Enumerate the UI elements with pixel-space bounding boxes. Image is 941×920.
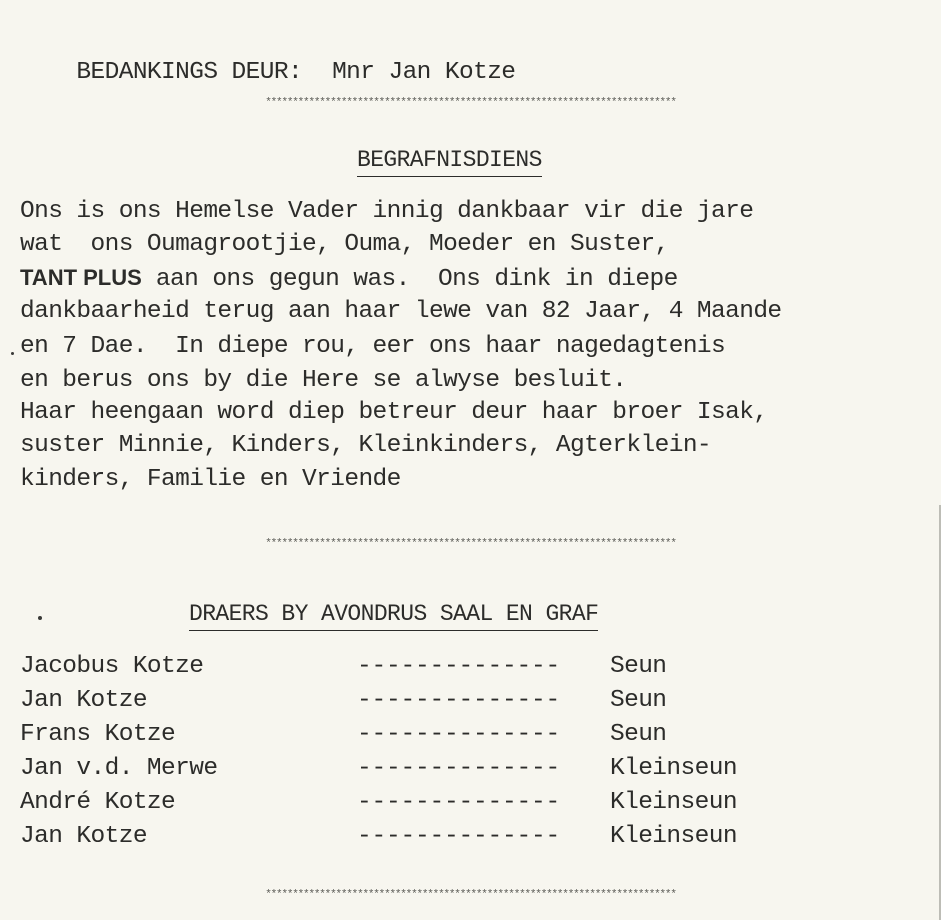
funeral-line-6: en berus ons by die Here se alwyse besluit. <box>20 367 627 394</box>
bearer-dash: -------------- <box>357 789 561 816</box>
bearer-dash: -------------- <box>357 755 561 782</box>
funeral-line-5: en 7 Dae. In diepe rou, eer ons haar nagedagtenis <box>20 333 726 360</box>
bearer-dash: -------------- <box>357 653 561 680</box>
bearer-dash: -------------- <box>357 721 561 748</box>
bearer-name: André Kotze <box>20 789 176 816</box>
bearer-relation: Kleinseun <box>610 789 737 816</box>
bearer-dash: -------------- <box>357 687 561 714</box>
separator-top: **************************************************************************** <box>265 97 676 109</box>
stray-dot <box>38 616 42 620</box>
bearer-name: Frans Kotze <box>20 721 176 748</box>
deceased-name: TANT PLUS <box>20 265 142 290</box>
thanks-name: Mnr Jan Kotze <box>332 59 516 86</box>
thanks-label: BEDANKINGS DEUR: <box>76 59 303 86</box>
funeral-line-4: dankbaarheid terug aan haar lewe van 82 Jaar, 4 Maande <box>20 298 782 325</box>
funeral-heading: BEGRAFNISDIENS <box>357 146 542 177</box>
funeral-line-8: suster Minnie, Kinders, Kleinkinders, Agterklein- <box>20 432 712 459</box>
separator-bottom: **************************************************************************** <box>265 889 676 901</box>
funeral-line-9: kinders, Familie en Vriende <box>20 466 401 493</box>
funeral-line-7: Haar heengaan word diep betreur deur haar broer Isak, <box>20 399 768 426</box>
bearer-name: Jan Kotze <box>20 687 147 714</box>
bearer-name: Jan v.d. Merwe <box>20 755 218 782</box>
bearer-name: Jacobus Kotze <box>20 653 204 680</box>
bearer-relation: Seun <box>610 721 667 748</box>
funeral-line-1: Ons is ons Hemelse Vader innig dankbaar vir die jare <box>20 198 754 225</box>
bearer-relation: Seun <box>610 687 667 714</box>
bearers-heading: DRAERS BY AVONDRUS SAAL EN GRAF <box>189 600 598 631</box>
separator-middle: **************************************************************************** <box>265 538 676 550</box>
funeral-line-3 <box>20 263 678 295</box>
funeral-line-3-rest: aan ons gegun was. Ons dink in diepe <box>141 266 678 293</box>
funeral-line-2: wat ons Oumagrootjie, Ouma, Moeder en Suster, <box>20 231 669 258</box>
bearer-dash: -------------- <box>357 823 561 850</box>
bearer-relation: Kleinseun <box>610 823 737 850</box>
bearer-name: Jan Kotze <box>20 823 147 850</box>
bearer-relation: Seun <box>610 653 667 680</box>
bearer-relation: Kleinseun <box>610 755 737 782</box>
stray-dot <box>11 352 14 355</box>
